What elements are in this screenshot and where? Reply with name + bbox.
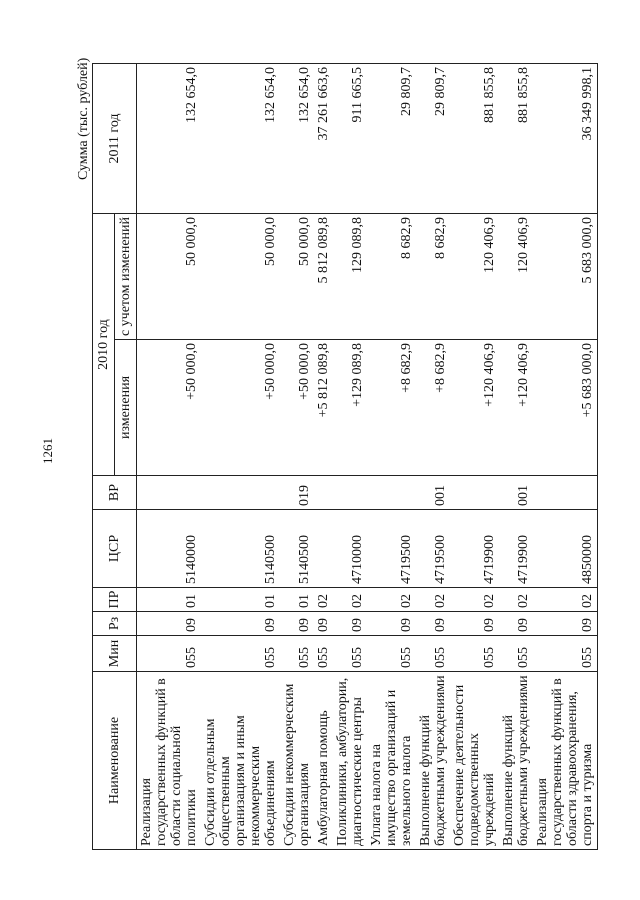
row-pr-code: 02 — [450, 588, 499, 612]
row-csr-code: 4719500 — [367, 510, 416, 588]
row-pr-code: 02 — [367, 588, 416, 612]
row-rz-code: 09 — [137, 612, 202, 636]
row-pr-code: 02 — [333, 588, 367, 612]
row-min-code: 055 — [137, 636, 202, 672]
row-pr-code: 01 — [201, 588, 280, 612]
row-changes: +50 000,0 — [201, 340, 280, 476]
table-row — [333, 64, 367, 850]
row-csr-code: 4719500 — [416, 510, 450, 588]
row-name: Субсидии отдельным общественным организациям и иным некоммерческим объединениям — [201, 672, 280, 850]
row-vr-code — [137, 476, 202, 510]
row-amount-2011: 132 654,0 — [201, 64, 280, 214]
header-rz: Рз — [93, 612, 137, 636]
row-adjusted: 50 000,0 — [280, 214, 314, 340]
table-row — [416, 64, 450, 850]
row-changes: +120 406,9 — [499, 340, 533, 476]
header-csr: ЦСР — [93, 510, 137, 588]
row-csr-code: 5140500 — [280, 510, 314, 588]
row-changes: +129 089,8 — [333, 340, 367, 476]
row-name: Уплата налога на имущество организаций и земельного налога — [367, 672, 416, 850]
row-min-code: 055 — [450, 636, 499, 672]
budget-table — [92, 63, 598, 850]
units-caption: Сумма (тыс. рублей) — [76, 57, 91, 180]
page-number: 1261 — [40, 438, 55, 464]
row-amount-2011: 29 809,7 — [367, 64, 416, 214]
row-vr-code — [314, 476, 333, 510]
row-name: Субсидии некоммерческим организациям — [280, 672, 314, 850]
row-changes: +5 683 000,0 — [533, 340, 598, 476]
table-body — [137, 64, 598, 850]
row-vr-code: 019 — [280, 476, 314, 510]
row-csr-code — [314, 510, 333, 588]
row-adjusted: 120 406,9 — [499, 214, 533, 340]
row-pr-code: 02 — [533, 588, 598, 612]
table-row — [499, 64, 533, 850]
header-year-2011: 2011 год — [93, 64, 137, 214]
row-pr-code: 02 — [314, 588, 333, 612]
row-rz-code: 09 — [314, 612, 333, 636]
row-adjusted: 129 089,8 — [333, 214, 367, 340]
row-min-code: 055 — [333, 636, 367, 672]
row-csr-code: 5140500 — [201, 510, 280, 588]
row-name: Амбулаторная помощь — [314, 672, 333, 850]
header-min: Мин — [93, 636, 137, 672]
header-vr: ВР — [93, 476, 137, 510]
table-row — [450, 64, 499, 850]
header-changes: изменения — [115, 340, 137, 476]
row-csr-code: 5140000 — [137, 510, 202, 588]
row-min-code: 055 — [314, 636, 333, 672]
row-min-code: 055 — [499, 636, 533, 672]
row-pr-code: 01 — [280, 588, 314, 612]
row-name: Реализация государственных функций в области здравоохранения, спорта и туризма — [533, 672, 598, 850]
row-csr-code: 4719900 — [450, 510, 499, 588]
row-vr-code: 001 — [499, 476, 533, 510]
row-rz-code: 09 — [533, 612, 598, 636]
row-adjusted: 50 000,0 — [137, 214, 202, 340]
row-csr-code: 4719900 — [499, 510, 533, 588]
row-changes: +50 000,0 — [280, 340, 314, 476]
row-pr-code: 02 — [416, 588, 450, 612]
row-changes: +50 000,0 — [137, 340, 202, 476]
row-changes: +8 682,9 — [367, 340, 416, 476]
row-adjusted: 8 682,9 — [416, 214, 450, 340]
row-name: Выполнение функций бюджетными учреждениями — [499, 672, 533, 850]
row-changes: +120 406,9 — [450, 340, 499, 476]
header-year-2010: 2010 год — [93, 214, 115, 476]
row-csr-code: 4850000 — [533, 510, 598, 588]
table-header — [93, 64, 137, 850]
table-row — [367, 64, 416, 850]
row-rz-code: 09 — [416, 612, 450, 636]
row-min-code: 055 — [367, 636, 416, 672]
row-min-code: 055 — [201, 636, 280, 672]
row-rz-code: 09 — [450, 612, 499, 636]
row-name: Выполнение функций бюджетными учреждениями — [416, 672, 450, 850]
row-adjusted: 120 406,9 — [450, 214, 499, 340]
row-adjusted: 8 682,9 — [367, 214, 416, 340]
row-amount-2011: 29 809,7 — [416, 64, 450, 214]
row-csr-code: 4710000 — [333, 510, 367, 588]
row-rz-code: 09 — [280, 612, 314, 636]
row-changes: +5 812 089,8 — [314, 340, 333, 476]
row-pr-code: 02 — [499, 588, 533, 612]
row-rz-code: 09 — [201, 612, 280, 636]
header-adjusted: с учетом изменений — [115, 214, 137, 340]
table-row — [314, 64, 333, 850]
row-vr-code — [201, 476, 280, 510]
row-amount-2011: 881 855,8 — [450, 64, 499, 214]
row-amount-2011: 881 855,8 — [499, 64, 533, 214]
row-amount-2011: 37 261 663,6 — [314, 64, 333, 214]
row-adjusted: 5 812 089,8 — [314, 214, 333, 340]
row-rz-code: 09 — [333, 612, 367, 636]
header-pr: ПР — [93, 588, 137, 612]
row-min-code: 055 — [533, 636, 598, 672]
row-name: Реализация государственных функций в области социальной политики — [137, 672, 202, 850]
row-min-code: 055 — [416, 636, 450, 672]
row-name: Поликлиники, амбулатории, диагностические центры — [333, 672, 367, 850]
row-vr-code — [450, 476, 499, 510]
row-vr-code — [333, 476, 367, 510]
row-min-code: 055 — [280, 636, 314, 672]
row-adjusted: 5 683 000,0 — [533, 214, 598, 340]
row-vr-code — [533, 476, 598, 510]
row-amount-2011: 36 349 998,1 — [533, 64, 598, 214]
row-rz-code: 09 — [367, 612, 416, 636]
table-row — [280, 64, 314, 850]
table-row — [137, 64, 202, 850]
row-rz-code: 09 — [499, 612, 533, 636]
row-vr-code: 001 — [416, 476, 450, 510]
row-amount-2011: 132 654,0 — [280, 64, 314, 214]
table-row — [533, 64, 598, 850]
row-amount-2011: 132 654,0 — [137, 64, 202, 214]
row-pr-code: 01 — [137, 588, 202, 612]
header-name: Наименование — [93, 672, 137, 850]
row-amount-2011: 911 665,5 — [333, 64, 367, 214]
row-name: Обеспечение деятельности подведомственных учреждений — [450, 672, 499, 850]
table-row — [201, 64, 280, 850]
row-vr-code — [367, 476, 416, 510]
row-changes: +8 682,9 — [416, 340, 450, 476]
row-adjusted: 50 000,0 — [201, 214, 280, 340]
